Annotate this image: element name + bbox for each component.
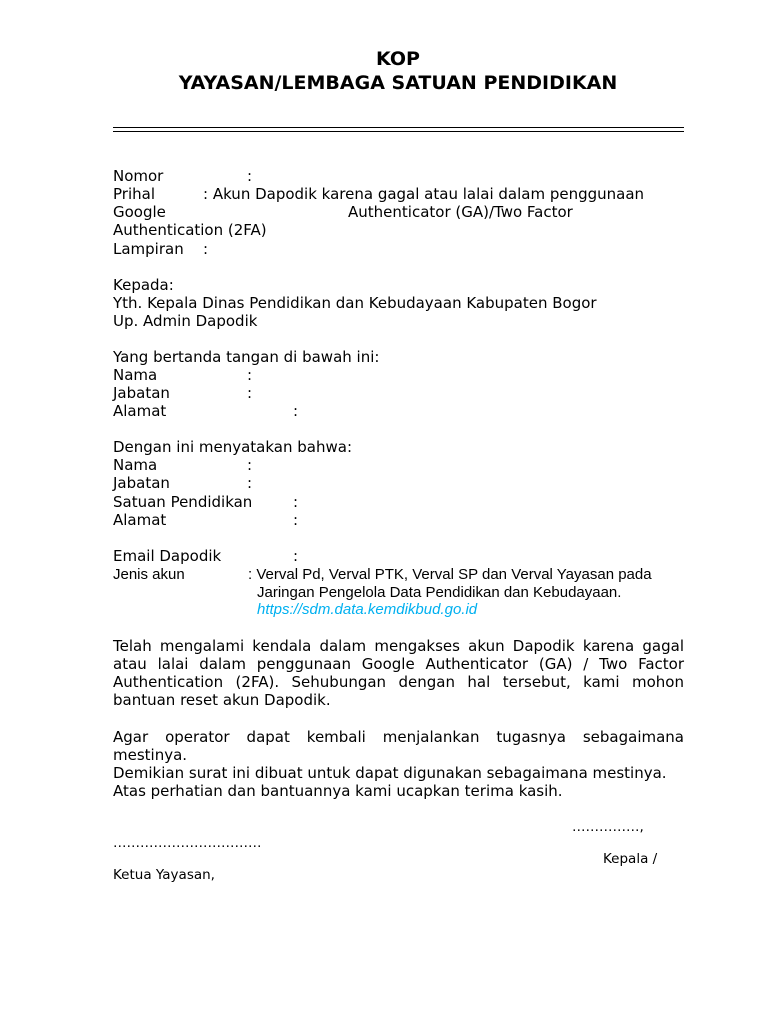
signer-alamat-label: Alamat	[113, 402, 167, 420]
statement-alamat-label: Alamat	[113, 511, 167, 529]
nomor-colon: :	[247, 167, 253, 185]
place-date: ……………,	[572, 819, 644, 835]
jenis-akun-label: Jenis akun	[113, 566, 185, 583]
signer-nama-label: Nama	[113, 366, 158, 384]
letterhead-rule-top	[113, 127, 684, 128]
jenis-akun-text-2: Jaringan Pengelola Data Pendidikan dan Kebudayaan.	[257, 584, 622, 601]
jenis-akun-text-1: : Verval Pd, Verval PTK, Verval SP dan Verval Yayasan pada	[248, 566, 652, 583]
prihal-text-1: : Akun Dapodik karena gagal atau lalai dalam penggunaan	[203, 185, 645, 203]
body-paragraph-1-text: Telah mengalami kendala dalam mengakses akun Dapodik karena gagal atau lalai dalam penggunaan Google Authenticator (GA) / Two Factor Authentication (2FA). Sehubungan dengan hal tersebut, kami mohon bantuan reset akun Dapodik.	[113, 637, 684, 709]
statement-satuan-label: Satuan Pendidikan	[113, 493, 253, 511]
signer-jabatan-colon: :	[247, 384, 253, 402]
statement-alamat-colon: :	[293, 511, 299, 529]
email-dapodik-colon: :	[293, 547, 299, 565]
sdm-link[interactable]: https://sdm.data.kemdikbud.go.id	[257, 601, 478, 618]
ketua-yayasan-label: Ketua Yayasan,	[113, 867, 215, 883]
prihal-label: Prihal	[113, 185, 155, 203]
email-dapodik-label: Email Dapodik	[113, 547, 222, 565]
body-paragraph-1	[113, 637, 684, 709]
signer-alamat-colon: :	[293, 402, 299, 420]
body-paragraph-2-text: Agar operator dapat kembali menjalankan tugasnya sebagaimana mestinya.	[113, 728, 684, 764]
body-paragraph-2	[113, 728, 684, 764]
signature-dots: ……………………………	[113, 835, 262, 851]
prihal-text-3: Authentication (2FA)	[113, 221, 267, 239]
lampiran-label: Lampiran	[113, 240, 184, 258]
signer-nama-colon: :	[247, 366, 253, 384]
letterhead-subtitle: YAYASAN/LEMBAGA SATUAN PENDIDIKAN	[178, 72, 618, 94]
nomor-label: Nomor	[113, 167, 164, 185]
prihal-text-2: Authenticator (GA)/Two Factor	[348, 203, 573, 221]
recipient-yth: Yth. Kepala Dinas Pendidikan dan Kebudayaan Kabupaten Bogor	[113, 294, 597, 312]
prihal-google: Google	[113, 203, 166, 221]
body-paragraph-4: Atas perhatian dan bantuannya kami ucapkan terima kasih.	[113, 782, 563, 800]
body-paragraph-3: Demikian surat ini dibuat untuk dapat digunakan sebagaimana mestinya.	[113, 764, 667, 782]
letterhead-title: KOP	[376, 48, 420, 70]
statement-nama-colon: :	[247, 456, 253, 474]
signer-intro: Yang bertanda tangan di bawah ini:	[113, 348, 380, 366]
statement-jabatan-label: Jabatan	[113, 474, 170, 492]
recipient-up: Up. Admin Dapodik	[113, 312, 258, 330]
kepala-label: Kepala /	[603, 851, 658, 867]
statement-jabatan-colon: :	[247, 474, 253, 492]
letterhead-rule-bottom	[113, 131, 684, 132]
lampiran-colon: :	[203, 240, 209, 258]
statement-satuan-colon: :	[293, 493, 299, 511]
kepada-label: Kepada:	[113, 276, 174, 294]
signer-jabatan-label: Jabatan	[113, 384, 170, 402]
statement-intro: Dengan ini menyatakan bahwa:	[113, 438, 352, 456]
statement-nama-label: Nama	[113, 456, 158, 474]
